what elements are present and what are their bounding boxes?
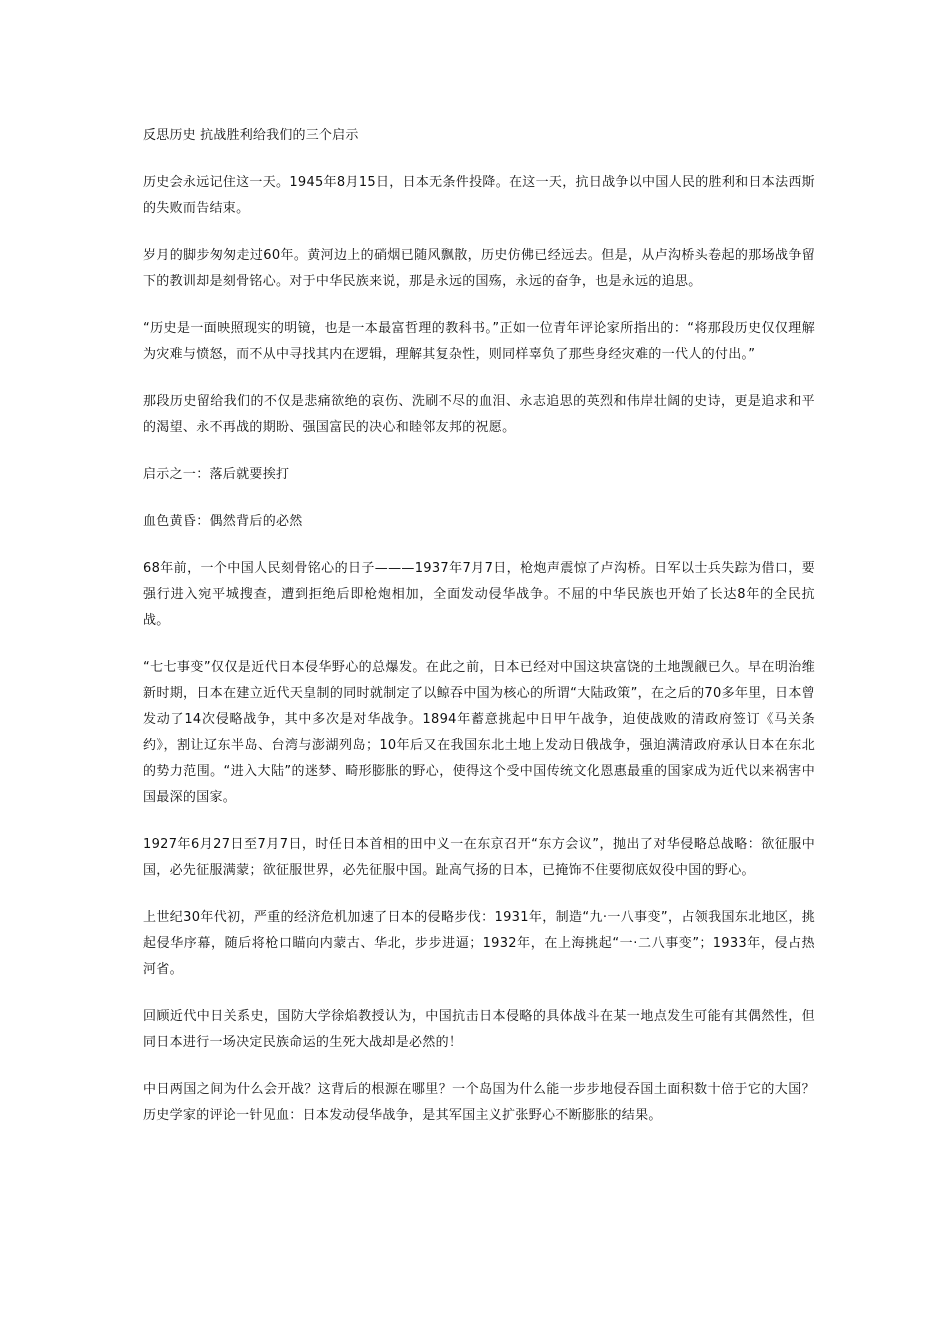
- paragraph-legacy: 那段历史留给我们的不仅是悲痛欲绝的哀伤、洗刷不尽的血泪、永志追思的英烈和伟岸壮阔的史诗，更是追求和平的渴望、永不再战的期盼、强国富民的决心和睦邻友邦的祝愿。: [143, 394, 815, 435]
- paragraph-history-mirror: “历史是一面映照现实的明镜，也是一本最富哲理的教科书。”正如一位青年评论家所指出的：“将那段历史仅仅理解为灾难与愤怒，而不从中寻找其内在逻辑，理解其复杂性，则同样辜负了那些身经灾难的一代人的付出。”: [143, 321, 815, 362]
- subsection-heading-bloody-dusk: 血色黄昏：偶然背后的必然: [143, 514, 303, 529]
- paragraph-july-seventh-incident: “七七事变”仅仅是近代日本侵华野心的总爆发。在此之前，日本已经对中国这块富饶的土地觊觎已久。早在明治维新时期，日本在建立近代天皇制的同时就制定了以鲸吞中国为核心的所谓“大陆政策”，在之后的70多年里，日本曾发动了14次侵略战争，其中多次是对华战争。1894年蓄意挑起中日甲午战争，迫使战败的清政府签订《马关条约》，割让辽东半岛、台湾与澎湖列岛；10年后又在我国东北土地上发动日俄战争，强迫满清政府承认日本在东北的势力范围。“进入大陆”的迷梦、畸形膨胀的野心，使得这个受中国传统文化恩惠最重的国家成为近代以来祸害中国最深的国家。: [143, 660, 815, 805]
- document-title: 反思历史 抗战胜利给我们的三个启示: [143, 128, 359, 143]
- paragraph-marco-polo-bridge: 68年前，一个中国人民刻骨铭心的日子———1937年7月7日，枪炮声震惊了卢沟桥。日军以士兵失踪为借口，要强行进入宛平城搜查，遭到拒绝后即枪炮相加，全面发动侵华战争。不屈的中华民族也开始了长达8年的全民抗战。: [143, 561, 815, 628]
- paragraph-professor-view: 回顾近代中日关系史，国防大学徐焰教授认为，中国抗击日本侵略的具体战斗在某一地点发生可能有其偶然性，但同日本进行一场决定民族命运的生死大战却是必然的！: [143, 1009, 815, 1050]
- section-heading-lesson-one: 启示之一：落后就要挨打: [143, 467, 290, 482]
- paragraph-1930s-aggression: 上世纪30年代初，严重的经济危机加速了日本的侵略步伐：1931年，制造“九·一八事变”，占领我国东北地区，挑起侵华序幕，随后将枪口瞄向内蒙古、华北，步步进逼；1932年，在上海挑起“一·二八事变”；1933年，侵占热河省。: [143, 910, 815, 977]
- paragraph-eastern-conference: 1927年6月27日至7月7日，时任日本首相的田中义一在东京召开“东方会议”，抛出了对华侵略总战略：欲征服中国，必先征服满蒙；欲征服世界，必先征服中国。趾高气扬的日本，已掩饰不住要彻底奴役中国的野心。: [143, 837, 815, 878]
- document-page: [143, 123, 815, 1150]
- paragraph-sixty-years: 岁月的脚步匆匆走过60年。黄河边上的硝烟已随风飘散，历史仿佛已经远去。但是，从卢沟桥头卷起的那场战争留下的教训却是刻骨铭心。对于中华民族来说，那是永远的国殇，永远的奋争，也是永远的追思。: [143, 248, 815, 289]
- paragraph-victory-day: 历史会永远记住这一天。1945年8月15日，日本无条件投降。在这一天，抗日战争以中国人民的胜利和日本法西斯的失败而告结束。: [143, 175, 815, 216]
- paragraph-root-cause: 中日两国之间为什么会开战？这背后的根源在哪里？一个岛国为什么能一步步地侵吞国土面积数十倍于它的大国？历史学家的评论一针见血：日本发动侵华战争，是其军国主义扩张野心不断膨胀的结果。: [143, 1082, 815, 1123]
